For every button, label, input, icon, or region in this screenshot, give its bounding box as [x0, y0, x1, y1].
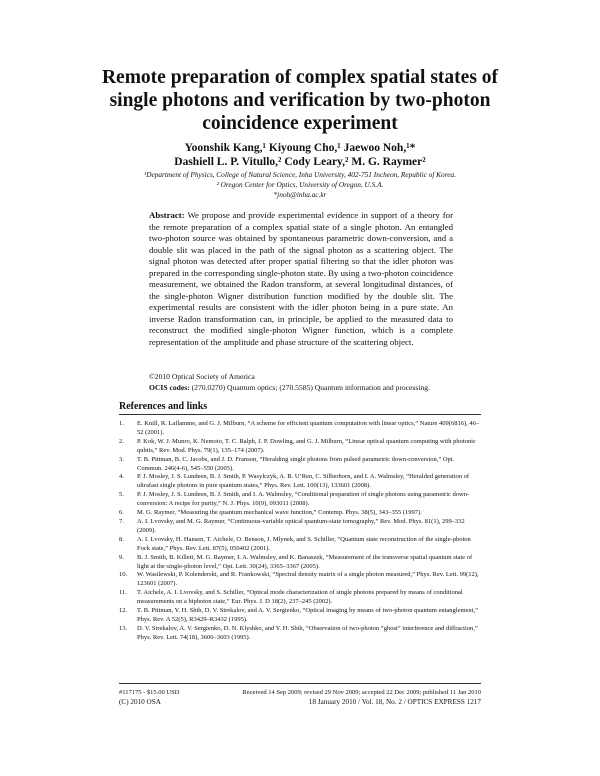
- reference-number: 1.: [119, 420, 124, 427]
- footer-line-2: [119, 698, 481, 707]
- reference-text: P. J. Mosley, J. S. Lundeen, B. J. Smith, P. Wasylczyk, A. B. U’Ren, C. Silberhorn, and I. A. Walmsley, “Heralded generation of ultrafast single photons in pure quantum states,” Phys. Rev. Lett. 100(13), 133601 (2008).: [137, 473, 470, 490]
- ocis-label: OCIS codes:: [149, 383, 190, 392]
- publisher-copyright: (C) 2010 OSA: [119, 698, 161, 706]
- reference-number: 4.: [119, 473, 124, 481]
- reference-text: T. B. Pittman, Y. H. Shih, D. V. Strekalov, and A. V. Sergienko, “Optical imaging by means of two-photon quantum entanglement,” Phys. Rev. A 52(5), R3429–R3432 (1995).: [137, 607, 478, 623]
- reference-number: 10.: [119, 571, 128, 579]
- reference-item: [119, 607, 481, 625]
- ocis-text: (270.0270) Quantum optics; (270.5585) Quantum information and processing.: [189, 383, 430, 392]
- reference-list: [119, 420, 481, 643]
- author-line-1: Yoonshik Kang,¹ Kiyoung Cho,¹ Jaewoo Noh,¹*: [184, 142, 416, 154]
- reference-text: A. I. Lvovsky, and M. G. Raymer, “Continuous-variable optical quantum-state tomography,” Rev. Mod. Phys. 81(1), 299–332 (2009).: [137, 517, 465, 534]
- author-line-2: Dashiell L. P. Vitullo,² Cody Leary,² M. G. Raymer²: [174, 156, 426, 168]
- reference-text: B. J. Smith, B. Killett, M. G. Raymer, I. A. Walmsley, and K. Banaszek, “Measurement of the transverse spatial quantum state of light at the single-photon level,” Opt. Lett. 30(24), 3365–3367 (2005).: [137, 553, 473, 570]
- affiliations: [110, 170, 490, 200]
- reference-text: P. Kok, W. J. Munro, K. Nemoto, T. C. Ralph, J. P. Dowling, and G. J. Milburn, “Linear optical quantum computing with photonic qubits,” Rev. Mod. Phys. 79(1), 135–174 (2007).: [137, 437, 476, 454]
- author-list: [120, 141, 480, 169]
- references-rule: [119, 414, 481, 415]
- reference-text: T. Aichele, A. I. Lvovsky, and S. Schiller, “Optical mode characterization of single photons prepared by means of conditional measurements on a biphoton state,” Eur. Phys. J. D 18(2), 237–245 (2002).: [137, 589, 463, 606]
- reference-number: 6.: [119, 509, 124, 517]
- reference-number: 9.: [119, 553, 124, 561]
- references-heading: References and links: [119, 401, 208, 412]
- article-number: #117175 - $15.00 USD: [119, 689, 180, 696]
- reference-text: A. I. Lvovsky, H. Hansen, T. Aichele, O. Benson, J. Mlynek, and S. Schiller, “Quantum state reconstruction of the single-photon Fock state,” Phys. Rev. Lett. 87(5), 050402 (2001).: [137, 535, 471, 552]
- journal-citation: 18 January 2010 / Vol. 18, No. 2 / OPTICS EXPRESS 1217: [308, 698, 481, 706]
- affiliation-2: ² Oregon Center for Optics, University of Oregon, U.S.A.: [216, 180, 384, 189]
- paper-title: Remote preparation of complex spatial states of single photons and verification by two-photon coincidence experiment: [101, 67, 499, 134]
- affiliation-1: ¹Department of Physics, College of Natural Science, Inha University, 402-751 Incheon, Republic of Korea.: [144, 170, 456, 179]
- reference-item: [119, 473, 481, 491]
- reference-item: [119, 536, 481, 554]
- reference-text: D. V. Strekalov, A. V. Sergienko, D. N. Klyshko, and Y. H. Shih, “Observation of two-photon “ghost” interference and diffraction,” Phys. Rev. Lett. 74(18), 3600–3603 (1995).: [137, 624, 478, 641]
- abstract-label: Abstract:: [149, 210, 185, 220]
- reference-item: [119, 571, 481, 589]
- reference-item: [119, 518, 481, 536]
- reference-number: 8.: [119, 535, 124, 543]
- reference-item: [119, 589, 481, 607]
- reference-item: [119, 420, 481, 438]
- reference-number: 7.: [119, 517, 124, 525]
- received-dates: Received 14 Sep 2009; revised 29 Nov 2009; accepted 22 Dec 2009; published 11 Jan 2010: [242, 689, 481, 696]
- reference-number: 5.: [119, 491, 124, 499]
- reference-text: M. G. Raymer, “Measuring the quantum mechanical wave function,” Contemp. Phys. 38(5), 343–355 (1997).: [137, 509, 422, 517]
- ocis-codes: [149, 382, 489, 393]
- reference-item: [119, 456, 481, 474]
- reference-item: [119, 625, 481, 643]
- abstract-text: We propose and provide experimental evidence in support of a theory for the remote preparation of a complex spatial state of a single photon. An entangled two-photon source was obtained by spontaneous parametric down-conversion, and a double slit was placed in the path of the signal photon as a scattering object. The signal photon was detected after proper spatial filtering so that the idler photon was prepared in the corresponding single-photon state. By using a two-photon coincidence measurement, we obtained the Radon transform, at several longitudinal distances, of the single-photon Wigner distribution function modified by the double slit. The experimental results are consistent with the idler photon being in a pure state. An inverse Radon transformation can, in principle, be applied to the measured data to reconstruct the modified single-photon Wigner function, which is a complete representation of the amplitude and phase structure of the scattering object.: [149, 210, 453, 347]
- corresponding-email: *jnoh@inha.ac.kr: [273, 190, 327, 199]
- copyright-notice: ©2010 Optical Society of America: [149, 372, 255, 381]
- footer-rule: [119, 683, 481, 684]
- reference-text: P. J. Mosley, J. S. Lundeen, B. J. Smith, and I. A. Walmsley, “Conditional preparation of single photons using parametric down-conversion: A recipe for purity,” N. J. Phys. 10(9), 093011 (2008).: [137, 491, 470, 508]
- reference-item: [119, 438, 481, 456]
- reference-number: 11.: [119, 589, 127, 597]
- abstract: [149, 210, 453, 348]
- footer-line-1: [119, 688, 481, 697]
- reference-item: [119, 509, 481, 518]
- reference-number: 3.: [119, 455, 124, 463]
- reference-text: W. Wasilewski, P. Kolenderski, and R. Frankowski, “Spectral density matrix of a single photon measured,” Phys. Rev. Lett. 99(12), 123601 (2007).: [137, 571, 479, 588]
- reference-number: 13.: [119, 624, 128, 632]
- reference-number: 12.: [119, 607, 128, 615]
- reference-item: [119, 554, 481, 572]
- reference-text: E. Knill, R. Laflamme, and G. J. Milburn, “A scheme for efficient quantum computation with linear optics,” Nature 409(6816), 46–52 (2001).: [137, 420, 480, 436]
- reference-text: T. B. Pittman, B. C. Jacobs, and J. D. Franson, “Heralding single photons from pulsed parametric down-conversion,” Opt. Commun. 246(4-6), 545–550 (2005).: [137, 455, 455, 472]
- reference-number: 2.: [119, 437, 124, 445]
- reference-item: [119, 491, 481, 509]
